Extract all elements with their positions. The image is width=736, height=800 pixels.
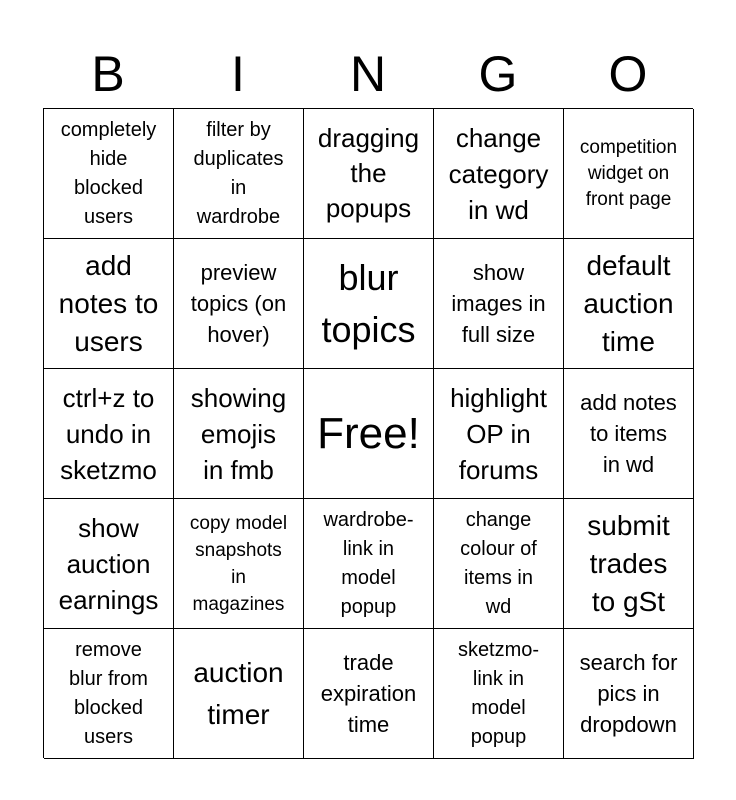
bingo-cell[interactable] <box>564 239 694 369</box>
cell-text: blur topics <box>321 256 416 350</box>
bingo-cell[interactable] <box>304 239 434 369</box>
cell-text: ctrl+z to undo in sketzmo <box>60 382 157 485</box>
cell-text: sketzmo- link in model popup <box>457 638 540 748</box>
bingo-cell[interactable] <box>434 369 564 499</box>
cell-text: filter by duplicates in wardrobe <box>193 118 284 228</box>
header-letter-i: I <box>231 46 245 102</box>
bingo-cell[interactable] <box>44 369 174 499</box>
cell-text: preview topics (on hover) <box>190 260 287 347</box>
bingo-cell[interactable] <box>304 109 434 239</box>
bingo-cell[interactable] <box>174 369 304 499</box>
bingo-cell[interactable] <box>434 109 564 239</box>
cell-text: remove blur from blocked users <box>69 638 148 748</box>
bingo-cell[interactable] <box>304 629 434 759</box>
bingo-cell[interactable] <box>174 499 304 629</box>
bingo-card-grid <box>43 108 693 758</box>
bingo-cell[interactable] <box>564 109 694 239</box>
bingo-cell[interactable] <box>174 109 304 239</box>
bingo-cell-free[interactable] <box>304 369 434 499</box>
cell-text: showing emojis in fmb <box>190 382 287 485</box>
bingo-cell[interactable] <box>434 629 564 759</box>
cell-text: highlight OP in forums <box>450 382 547 485</box>
cell-text: copy model snapshots in magazines <box>189 512 288 615</box>
header-letter-g: G <box>478 46 518 102</box>
cell-text-free: Free! <box>317 408 420 458</box>
cell-text: search for pics in dropdown <box>579 650 678 737</box>
bingo-cell[interactable] <box>174 239 304 369</box>
bingo-cell[interactable] <box>44 629 174 759</box>
cell-text: add notes to users <box>58 249 159 357</box>
bingo-header <box>43 40 693 108</box>
bingo-cell[interactable] <box>44 109 174 239</box>
bingo-cell[interactable] <box>44 239 174 369</box>
bingo-cell[interactable] <box>304 499 434 629</box>
cell-text: change colour of items in wd <box>460 508 537 618</box>
cell-text: wardrobe- link in model popup <box>323 508 414 618</box>
cell-text: auction timer <box>193 656 284 730</box>
header-letter-o: O <box>608 46 648 102</box>
bingo-cell[interactable] <box>434 499 564 629</box>
bingo-cell[interactable] <box>434 239 564 369</box>
header-letter-b: B <box>91 46 125 102</box>
cell-text: add notes to items in wd <box>580 390 677 477</box>
cell-text: trade expiration time <box>320 650 417 737</box>
cell-text: default auction time <box>583 249 674 357</box>
cell-text: completely hide blocked users <box>60 118 157 228</box>
cell-text: show auction earnings <box>58 512 159 615</box>
bingo-cell[interactable] <box>564 629 694 759</box>
bingo-cell[interactable] <box>564 499 694 629</box>
cell-text: competition widget on front page <box>579 136 678 210</box>
bingo-cell[interactable] <box>564 369 694 499</box>
cell-text: show images in full size <box>451 260 546 347</box>
cell-text: submit trades to gSt <box>587 509 670 617</box>
header-letter-n: N <box>349 46 387 102</box>
bingo-cell[interactable] <box>174 629 304 759</box>
cell-text: dragging the popups <box>317 123 420 223</box>
cell-text: change category in wd <box>448 122 549 225</box>
bingo-cell[interactable] <box>44 499 174 629</box>
